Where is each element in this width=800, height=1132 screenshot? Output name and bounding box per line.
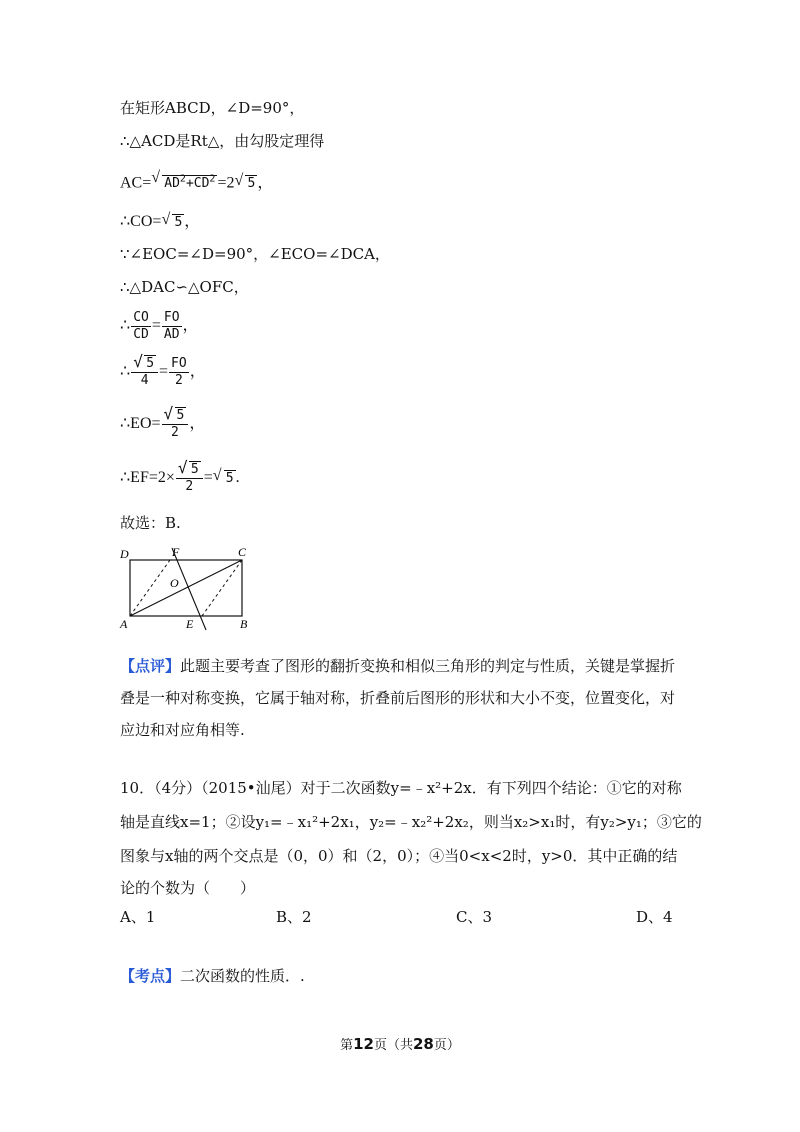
line-co (120, 212, 200, 233)
ac-prefix: AC= (120, 174, 152, 192)
frac-fo-2: $\frac{FO}{2}$ (171, 356, 187, 388)
line-ratio (120, 310, 199, 343)
footer-pre: 第 (340, 1038, 354, 1053)
ratio-values-end: ， (189, 363, 206, 381)
label-f: F (172, 545, 180, 559)
option-a: A、1 (120, 908, 156, 926)
ratio-eq: = (151, 317, 161, 335)
line-eo (120, 404, 206, 441)
ac-rad-sup2: 2 (209, 174, 216, 185)
line-ac (120, 170, 273, 194)
ac-rad-cd: +CD (185, 176, 210, 192)
ef-end: . (235, 469, 240, 487)
question-line-3: 图象与x轴的两个交点是（0，0）和（2，0）；④当0<x<2时，y>0．其中正确的结 (120, 847, 678, 865)
option-c: C、3 (456, 908, 493, 926)
eo-prefix: ∴EO= (120, 415, 161, 433)
ratio-prefix: ∴ (120, 317, 131, 335)
comment-tag: 【点评】 (120, 657, 181, 675)
ratio-end: ， (182, 317, 199, 335)
footer-page-number: 12 (353, 1035, 374, 1053)
label-a: A (120, 617, 128, 631)
line-angles: ∵∠EOC=∠D=90°，∠ECO=∠DCA， (120, 245, 390, 263)
label-e: E (186, 617, 194, 631)
label-c: C (238, 545, 247, 559)
frac-fo-ad: $\frac{FO}{AD}$ (163, 310, 180, 342)
question-line-1: 10．（4分）（2015•汕尾）对于二次函数y=﹣x²+2x．有下列四个结论：①它的对称 (120, 779, 682, 797)
question-line-4: 论的个数为（ ） (120, 879, 256, 897)
footer-mid: 页（共 (373, 1038, 413, 1053)
label-b: B (240, 617, 248, 631)
co-end: ， (184, 213, 201, 230)
eo-end: ， (189, 415, 206, 433)
ac-rad-ad: AD (164, 176, 180, 192)
footer-post: 页） (433, 1038, 460, 1053)
ratio-values-prefix: ∴ (120, 363, 131, 381)
frac-eo: √ 5 2 (162, 408, 189, 441)
co-prefix: ∴CO= (120, 213, 162, 230)
page-footer (0, 1034, 800, 1053)
answer-line: 故选：B. (120, 514, 181, 532)
co-root5: √ 5 (161, 211, 183, 230)
kaodian-tag: 【考点】 (120, 967, 181, 985)
option-b: B、2 (276, 908, 312, 926)
rectangle-fold-figure (112, 544, 262, 636)
label-o: O (170, 576, 179, 590)
frac-co-cd: $\frac{CO}{CD}$ (133, 310, 149, 342)
kaodian-text: 二次函数的性质．. (180, 967, 305, 985)
comment-paragraph (120, 650, 680, 746)
footer-total-pages: 28 (413, 1035, 434, 1053)
label-d: D (120, 547, 129, 561)
line-right-triangle: ∴△ACD是Rt△，由勾股定理得 (120, 132, 325, 150)
frac-ef: √ 5 2 (176, 462, 203, 495)
ac-root5: √ 5 (234, 172, 256, 192)
ac-rad-sup1: 2 (179, 174, 186, 185)
kaodian-line (120, 966, 305, 986)
line-rectangle: 在矩形ABCD，∠D=90°， (120, 99, 305, 117)
line-ratio-values (120, 352, 206, 389)
ac-end: ， (257, 174, 274, 192)
frac-root5-4: √ 5 4 (131, 356, 158, 389)
ac-equals: =2 (217, 174, 235, 192)
comment-text: 此题主要考查了图形的翻折变换和相似三角形的判定与性质，关键是掌握折叠是一种对称变换，它属于轴对称，折叠前后图形的形状和大小不变，位置变化，对应边和对应角相等. (120, 657, 676, 739)
ef-prefix: ∴EF=2× (120, 469, 175, 487)
ef-eq: = (203, 469, 213, 487)
question-line-2: 轴是直线x=1；②设y₁=﹣x₁²+2x₁，y₂=﹣x₂²+2x₂，则当x₂>x₁时，有y₂>y₁；③它的 (120, 813, 702, 831)
line-ef (120, 458, 240, 495)
option-d: D、4 (636, 908, 673, 926)
ac-radical: √ $AD^2+CD^2$ (151, 169, 216, 192)
ef-root5: √ 5 (212, 467, 234, 487)
ratio-values-eq: = (159, 363, 169, 381)
line-similar: ∴△DAC∽△OFC， (120, 278, 249, 296)
